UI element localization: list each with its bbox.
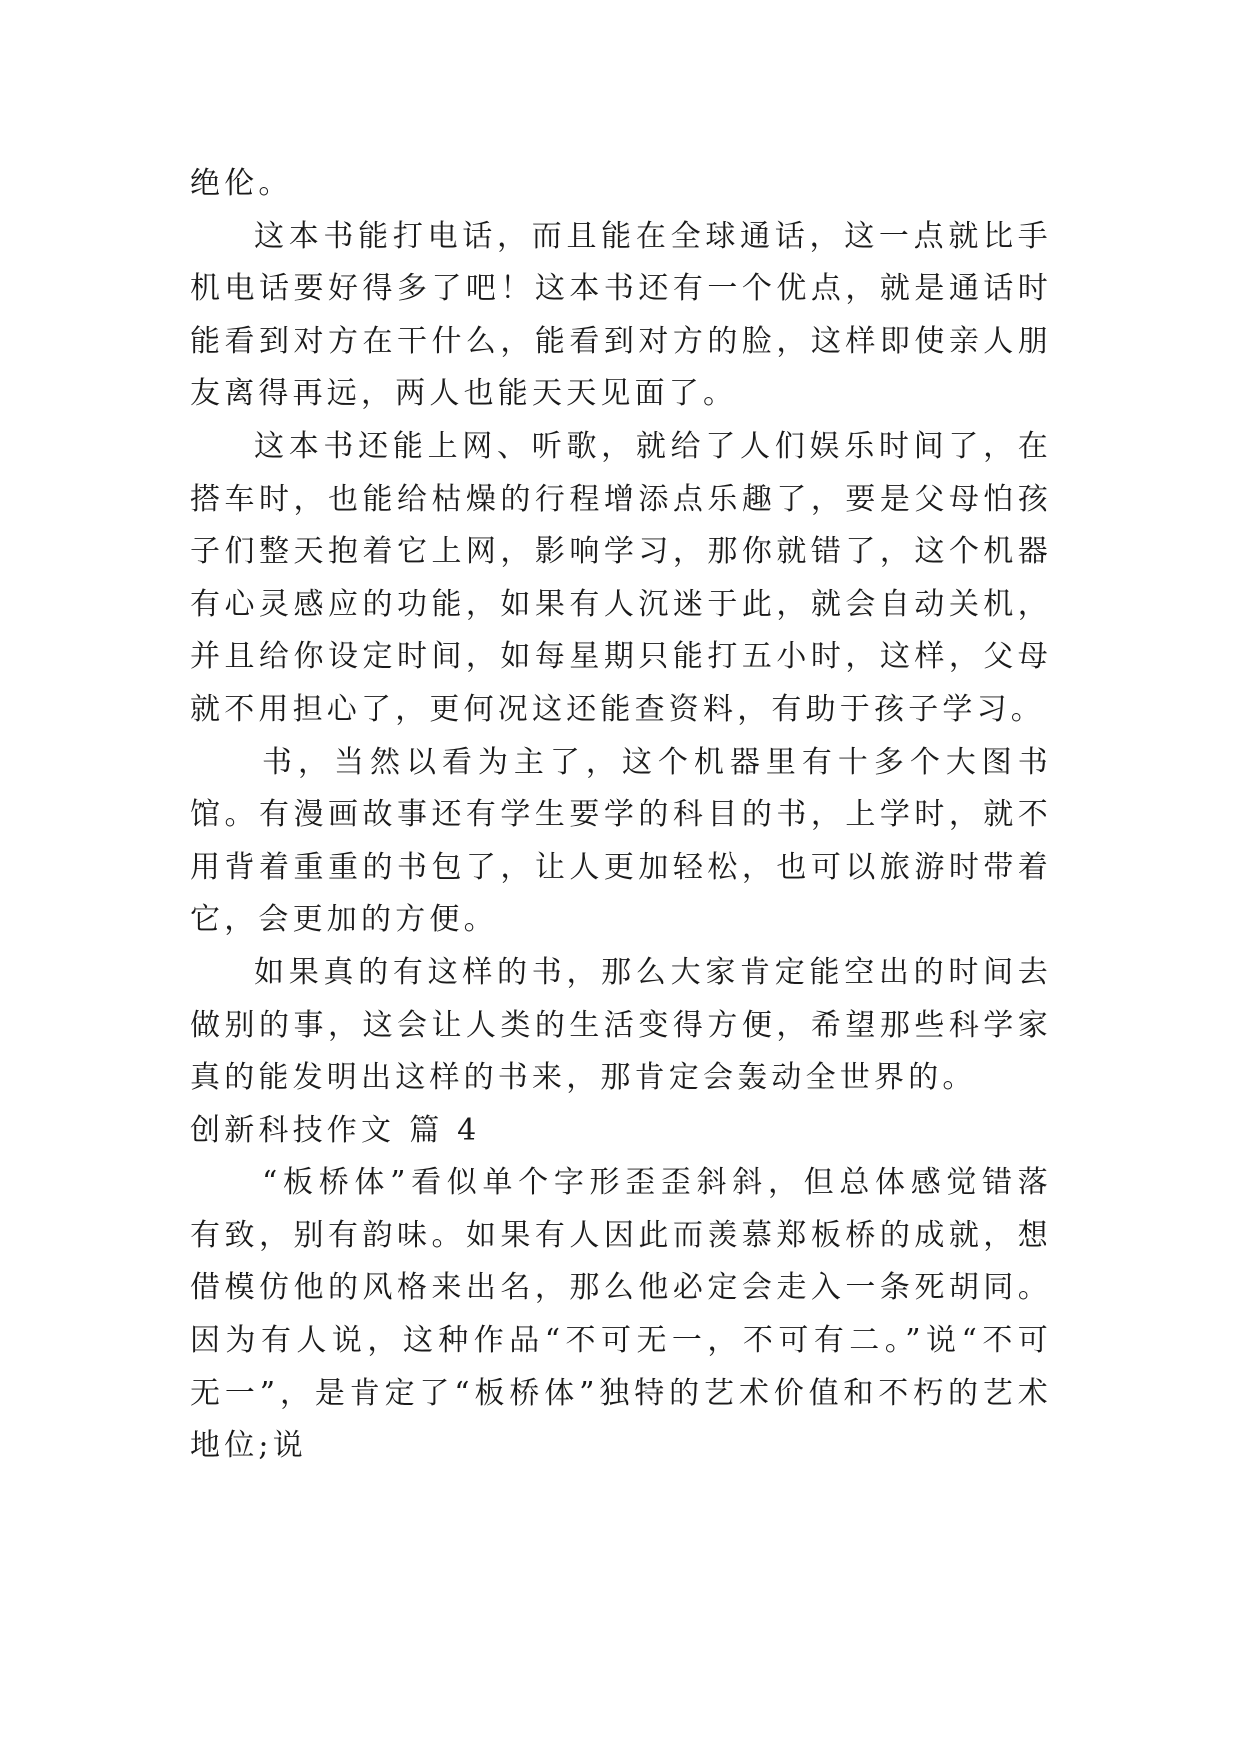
section-heading-title: 创新科技作文 (190, 1112, 396, 1148)
paragraph-internet-function: 这本书还能上网、听歌，就给了人们娱乐时间了，在搭车时，也能给枯燥的行程增添点乐趣了，要是父母怕孩子们整天抱着它上网，影响学习，那你就错了，这个机器有心灵感应的功能，如果有人沉迷于此，就会自动关机，并且给你设定时间，如每星期只能打五小时，这样，父母就不用担心了，更何况这还能查资料，有助于孩子学习。 (190, 428, 1052, 727)
section-heading (190, 1105, 1052, 1158)
section-heading-label: 篇 4 (409, 1112, 481, 1148)
paragraph-phone-function: 这本书能打电话，而且能在全球通话，这一点就比手机电话要好得多了吧！这本书还有一个优点，就是通话时能看到对方在干什么，能看到对方的脸，这样即使亲人朋友离得再远，两人也能天天见面了。 (190, 218, 1052, 412)
paragraph-continuation: 绝伦。 (190, 166, 293, 201)
paragraph-conclusion: 如果真的有这样的书，那么大家肯定能空出的时间去做别的事，这会让人类的生活变得方便，希望那些科学家真的能发明出这样的书来，那肯定会轰动全世界的。 (190, 954, 1052, 1096)
document-body (190, 158, 1052, 1473)
paragraph-banqiao-style: “板桥体”看似单个字形歪歪斜斜，但总体感觉错落有致，别有韵味。如果有人因此而羡慕郑板桥的成就，想借模仿他的风格来出名，那么他必定会走入一条死胡同。因为有人说，这种作品“不可无一，不可有二。”说“不可无一”，是肯定了“板桥体”独特的艺术价值和不朽的艺术地位;说 (190, 1165, 1052, 1464)
paragraph-reading-function: 书，当然以看为主了，这个机器里有十多个大图书馆。有漫画故事还有学生要学的科目的书，上学时，就不用背着重重的书包了，让人更加轻松，也可以旅游时带着它，会更加的方便。 (190, 744, 1052, 938)
